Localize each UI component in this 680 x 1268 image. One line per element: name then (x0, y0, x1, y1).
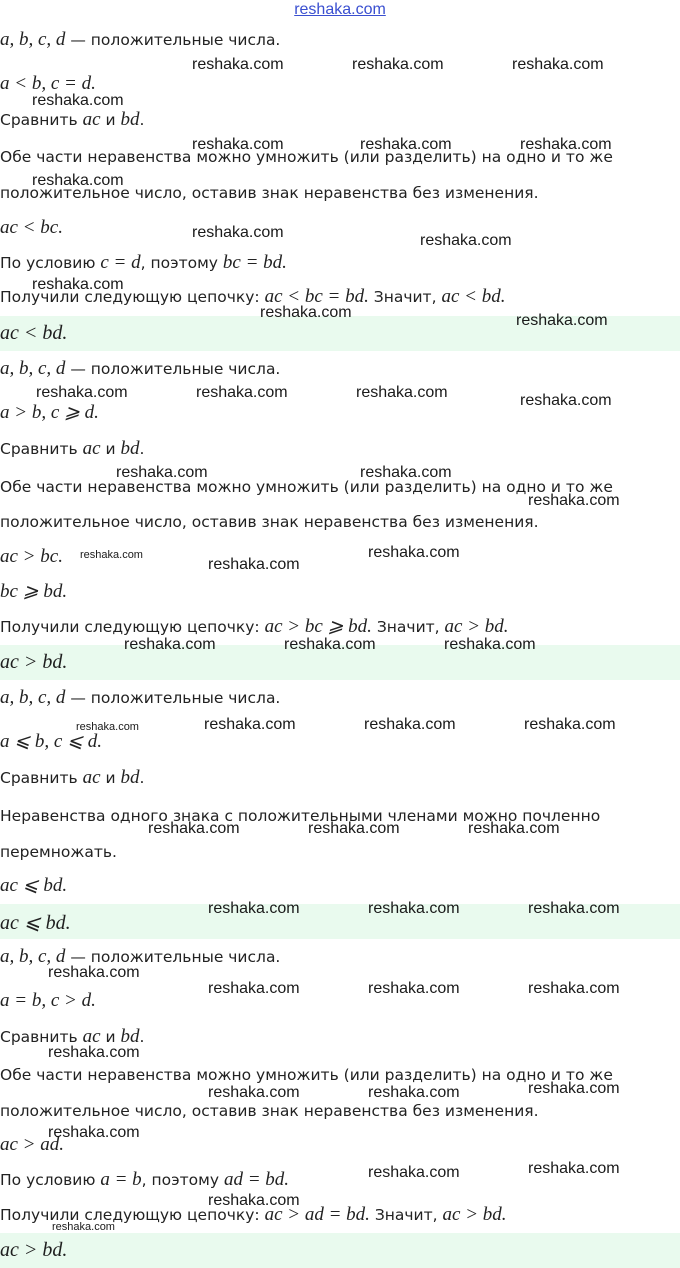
compare-a: ac (82, 1026, 101, 1047)
rule-line-2: положительное число, оставив знак неравенства без изменения. (0, 513, 539, 531)
watermark: reshaka.com (32, 172, 124, 189)
watermark: reshaka.com (76, 721, 139, 733)
step-formula: ac < bc. (0, 217, 63, 238)
given-variables: a, b, c, d (0, 358, 66, 379)
watermark: reshaka.com (520, 392, 612, 409)
rule-line-2: положительное число, оставив знак неравенства без изменения. (0, 184, 539, 202)
answer-formula: ac > bd. (0, 1239, 68, 1261)
answer-formula: ac > bd. (0, 651, 68, 673)
rule-line-1: Обе части неравенства можно умножить (или разделить) на одно и то же (0, 478, 613, 496)
condition-step-line (0, 253, 287, 273)
step-formula: ac > bc. (0, 546, 63, 567)
condition-line (0, 74, 96, 94)
watermark: reshaka.com (368, 1164, 460, 1181)
compare-line (0, 768, 144, 788)
watermark: reshaka.com (528, 1160, 620, 1177)
step-formula-2: bc ⩾ bd. (0, 581, 68, 602)
watermark: reshaka.com (52, 1221, 115, 1233)
watermark: reshaka.com (468, 820, 560, 837)
compare-end: . (139, 111, 145, 129)
condition-step-prefix: По условию (0, 1171, 101, 1189)
condition-step-b: ad = bd. (223, 1169, 290, 1190)
watermark: reshaka.com (360, 136, 452, 153)
chain-line (0, 617, 509, 637)
watermark: reshaka.com (208, 556, 300, 573)
watermark: reshaka.com (516, 312, 608, 329)
condition-formula: a > b, c ⩾ d. (0, 402, 99, 423)
watermark: reshaka.com (352, 56, 444, 73)
watermark: reshaka.com (356, 384, 448, 401)
watermark: reshaka.com (204, 716, 296, 733)
compare-label: Сравнить (0, 769, 83, 787)
watermark: reshaka.com (368, 1084, 460, 1101)
watermark: reshaka.com (512, 56, 604, 73)
watermark: reshaka.com (368, 544, 460, 561)
watermark: reshaka.com (368, 980, 460, 997)
compare-and: и (100, 769, 121, 787)
chain-expression: ac > bc ⩾ bd. (264, 616, 372, 637)
watermark: reshaka.com (524, 716, 616, 733)
watermark: reshaka.com (520, 136, 612, 153)
compare-end: . (139, 769, 145, 787)
step-line (0, 876, 67, 896)
answer-formula: ac < bd. (0, 322, 68, 344)
watermark: reshaka.com (196, 384, 288, 401)
chain-mid: Значит, (369, 1206, 443, 1224)
step-line (0, 547, 63, 567)
compare-line (0, 110, 144, 130)
condition-step-prefix: По условию (0, 254, 101, 272)
watermark: reshaka.com (208, 980, 300, 997)
compare-label: Сравнить (0, 111, 83, 129)
step-line-2 (0, 582, 67, 602)
rule-line-1: Неравенства одного знака с положительными членами можно почленно (0, 807, 601, 825)
given-line (0, 947, 280, 967)
rule-line-2: перемножать. (0, 843, 117, 861)
compare-and: и (100, 440, 121, 458)
watermark: reshaka.com (528, 900, 620, 917)
condition-formula: a ⩽ b, c ⩽ d. (0, 731, 103, 752)
compare-a: ac (82, 767, 101, 788)
watermark: reshaka.com (116, 464, 208, 481)
watermark: reshaka.com (284, 636, 376, 653)
compare-line (0, 439, 144, 459)
compare-a: ac (82, 438, 101, 459)
compare-b: bd (120, 109, 140, 130)
rule-line-2: положительное число, оставив знак неравенства без изменения. (0, 1102, 539, 1120)
chain-mid: Значит, (371, 618, 445, 636)
watermark: reshaka.com (192, 136, 284, 153)
condition-step-a: c = d (100, 252, 141, 273)
watermark: reshaka.com (528, 492, 620, 509)
given-text: — положительные числа. (65, 31, 281, 49)
watermark: reshaka.com (32, 92, 124, 109)
given-line (0, 359, 280, 379)
watermark: reshaka.com (124, 636, 216, 653)
watermark: reshaka.com (260, 304, 352, 321)
watermark: reshaka.com (48, 964, 140, 981)
condition-line (0, 732, 102, 752)
watermark: reshaka.com (192, 224, 284, 241)
watermark: reshaka.com (308, 820, 400, 837)
watermark: reshaka.com (208, 1192, 300, 1209)
condition-formula: a < b, c = d. (0, 73, 96, 94)
watermark: reshaka.com (368, 900, 460, 917)
compare-end: . (139, 440, 145, 458)
compare-and: и (100, 111, 121, 129)
step-formula: ac > ad. (0, 1134, 65, 1155)
rule-line-1: Обе части неравенства можно умножить (или разделить) на одно и то же (0, 148, 613, 166)
compare-label: Сравнить (0, 440, 83, 458)
condition-step-a: a = b (100, 1169, 142, 1190)
chain-result: ac > bd. (444, 616, 509, 637)
watermark: reshaka.com (208, 1084, 300, 1101)
given-line (0, 30, 280, 50)
watermark: reshaka.com (32, 276, 124, 293)
watermark: reshaka.com (148, 820, 240, 837)
compare-b: bd (120, 767, 140, 788)
rule-line-1: Обе части неравенства можно умножить (или разделить) на одно и то же (0, 1066, 613, 1084)
step-line (0, 218, 63, 238)
condition-line (0, 403, 99, 423)
compare-label: Сравнить (0, 1028, 83, 1046)
step-formula: ac ⩽ bd. (0, 875, 68, 896)
watermark: reshaka.com (420, 232, 512, 249)
given-line (0, 688, 280, 708)
condition-step-mid: , поэтому (141, 1171, 224, 1189)
condition-step-line (0, 1170, 289, 1190)
compare-end: . (139, 1028, 145, 1046)
watermark: reshaka.com (36, 384, 128, 401)
watermark: reshaka.com (48, 1124, 140, 1141)
given-text: — положительные числа. (65, 948, 281, 966)
condition-line (0, 991, 96, 1011)
chain-mid: Значит, (368, 288, 442, 306)
answer-box (0, 1233, 680, 1268)
answer-formula: ac ⩽ bd. (0, 912, 71, 934)
given-text: — положительные числа. (65, 360, 281, 378)
watermark: reshaka.com (360, 464, 452, 481)
given-text: — положительные числа. (65, 689, 281, 707)
watermark: reshaka.com (208, 900, 300, 917)
watermark: reshaka.com (80, 549, 143, 561)
chain-result: ac < bd. (441, 286, 506, 307)
chain-expression: ac > ad = bd. (264, 1204, 370, 1225)
watermark: reshaka.com (48, 1044, 140, 1061)
watermark: reshaka.com (528, 1080, 620, 1097)
condition-step-mid: , поэтому (140, 254, 223, 272)
chain-expression: ac < bc = bd. (264, 286, 369, 307)
compare-b: bd (120, 1026, 140, 1047)
chain-prefix: Получили следующую цепочку: (0, 618, 265, 636)
condition-step-b: bc = bd. (222, 252, 287, 273)
chain-prefix: Получили следующую цепочку: (0, 288, 265, 306)
chain-result: ac > bd. (442, 1204, 507, 1225)
watermark: reshaka.com (192, 56, 284, 73)
site-header-link[interactable]: reshaka.com (294, 1, 386, 18)
watermark: reshaka.com (444, 636, 536, 653)
condition-formula: a = b, c > d. (0, 990, 96, 1011)
compare-a: ac (82, 109, 101, 130)
given-variables: a, b, c, d (0, 29, 66, 50)
compare-b: bd (120, 438, 140, 459)
watermark: reshaka.com (528, 980, 620, 997)
given-variables: a, b, c, d (0, 687, 66, 708)
chain-prefix: Получили следующую цепочку: (0, 1206, 265, 1224)
given-variables: a, b, c, d (0, 946, 66, 967)
watermark: reshaka.com (364, 716, 456, 733)
compare-and: и (100, 1028, 121, 1046)
